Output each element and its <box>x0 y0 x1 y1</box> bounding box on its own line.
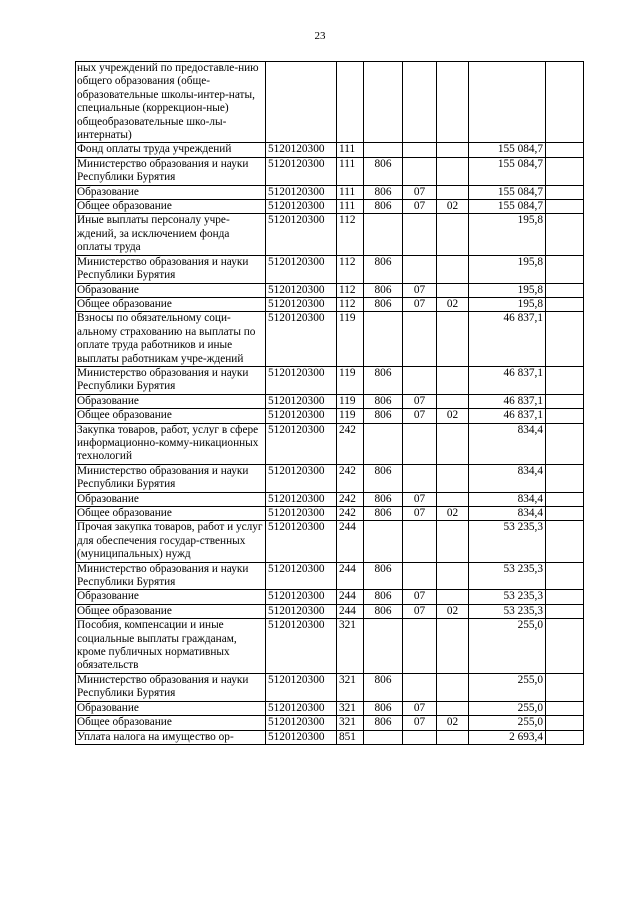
row-pr-cell <box>437 185 469 199</box>
table-row <box>76 312 584 367</box>
row-csr-cell: 5120120300 <box>266 143 337 157</box>
row-grbs-cell: 806 <box>364 673 403 701</box>
row-vr-cell: 321 <box>337 619 364 674</box>
row-sum-cell: 155 084,7 <box>469 143 546 157</box>
row-extra-cell <box>546 283 584 297</box>
row-csr-cell: 5120120300 <box>266 673 337 701</box>
row-sum-cell <box>469 62 546 143</box>
row-rz-cell <box>403 464 437 492</box>
row-extra-cell <box>546 590 584 604</box>
row-extra-cell <box>546 185 584 199</box>
row-csr-cell: 5120120300 <box>266 185 337 199</box>
row-extra-cell <box>546 521 584 562</box>
row-vr-cell: 242 <box>337 507 364 521</box>
row-csr-cell: 5120120300 <box>266 157 337 185</box>
row-sum-cell: 834,4 <box>469 492 546 506</box>
row-pr-cell: 02 <box>437 200 469 214</box>
row-grbs-cell <box>364 423 403 464</box>
row-sum-cell: 834,4 <box>469 507 546 521</box>
row-rz-cell <box>403 214 437 255</box>
row-extra-cell <box>546 730 584 744</box>
row-extra-cell <box>546 214 584 255</box>
row-vr-cell: 112 <box>337 214 364 255</box>
row-pr-cell: 02 <box>437 297 469 311</box>
row-name-cell: Образование <box>76 185 266 199</box>
row-csr-cell: 5120120300 <box>266 521 337 562</box>
row-name-cell: Министерство образования и науки Республики Бурятия <box>76 366 266 394</box>
budget-table-body <box>76 62 584 745</box>
row-grbs-cell <box>364 312 403 367</box>
row-name-cell: Иные выплаты персоналу учре-ждений, за исключением фонда оплаты труда <box>76 214 266 255</box>
row-pr-cell: 02 <box>437 409 469 423</box>
row-vr-cell: 244 <box>337 562 364 590</box>
row-vr-cell: 111 <box>337 157 364 185</box>
row-grbs-cell <box>364 143 403 157</box>
row-grbs-cell: 806 <box>364 562 403 590</box>
row-grbs-cell: 806 <box>364 366 403 394</box>
row-pr-cell <box>437 619 469 674</box>
row-vr-cell: 321 <box>337 716 364 730</box>
row-extra-cell <box>546 423 584 464</box>
table-row <box>76 62 584 143</box>
table-row <box>76 701 584 715</box>
row-vr-cell: 119 <box>337 312 364 367</box>
row-rz-cell: 07 <box>403 185 437 199</box>
row-extra-cell <box>546 255 584 283</box>
row-extra-cell <box>546 619 584 674</box>
page-number: 23 <box>314 30 326 42</box>
row-grbs-cell: 806 <box>364 297 403 311</box>
row-rz-cell: 07 <box>403 701 437 715</box>
row-csr-cell <box>266 62 337 143</box>
row-pr-cell <box>437 730 469 744</box>
row-name-cell: Общее образование <box>76 409 266 423</box>
row-csr-cell: 5120120300 <box>266 423 337 464</box>
table-row <box>76 464 584 492</box>
row-grbs-cell: 806 <box>364 701 403 715</box>
row-csr-cell: 5120120300 <box>266 214 337 255</box>
row-rz-cell: 07 <box>403 297 437 311</box>
row-rz-cell: 07 <box>403 716 437 730</box>
row-name-cell: Образование <box>76 394 266 408</box>
row-extra-cell <box>546 701 584 715</box>
row-vr-cell: 244 <box>337 590 364 604</box>
row-extra-cell <box>546 394 584 408</box>
row-rz-cell <box>403 62 437 143</box>
row-pr-cell <box>437 673 469 701</box>
row-grbs-cell <box>364 521 403 562</box>
row-grbs-cell: 806 <box>364 185 403 199</box>
row-sum-cell: 46 837,1 <box>469 394 546 408</box>
row-vr-cell: 112 <box>337 297 364 311</box>
row-pr-cell <box>437 394 469 408</box>
row-grbs-cell: 806 <box>364 157 403 185</box>
row-vr-cell: 119 <box>337 394 364 408</box>
table-row <box>76 716 584 730</box>
row-sum-cell: 53 235,3 <box>469 562 546 590</box>
row-grbs-cell <box>364 730 403 744</box>
row-rz-cell <box>403 619 437 674</box>
row-csr-cell: 5120120300 <box>266 619 337 674</box>
row-extra-cell <box>546 409 584 423</box>
row-name-cell: Общее образование <box>76 604 266 618</box>
row-sum-cell: 2 693,4 <box>469 730 546 744</box>
row-rz-cell <box>403 730 437 744</box>
row-pr-cell <box>437 214 469 255</box>
row-sum-cell: 834,4 <box>469 423 546 464</box>
row-name-cell: Пособия, компенсации и иные социальные выплаты гражданам, кроме публичных нормативных обязательств <box>76 619 266 674</box>
row-pr-cell <box>437 366 469 394</box>
row-vr-cell: 321 <box>337 701 364 715</box>
budget-table <box>75 61 584 745</box>
row-vr-cell: 321 <box>337 673 364 701</box>
row-vr-cell: 119 <box>337 366 364 394</box>
row-sum-cell: 255,0 <box>469 701 546 715</box>
row-csr-cell: 5120120300 <box>266 312 337 367</box>
row-name-cell: Фонд оплаты труда учреждений <box>76 143 266 157</box>
table-row <box>76 157 584 185</box>
row-extra-cell <box>546 200 584 214</box>
table-row <box>76 507 584 521</box>
row-extra-cell <box>546 492 584 506</box>
row-name-cell: Образование <box>76 492 266 506</box>
row-pr-cell <box>437 143 469 157</box>
row-vr-cell: 111 <box>337 143 364 157</box>
row-pr-cell: 02 <box>437 604 469 618</box>
row-extra-cell <box>546 62 584 143</box>
table-row <box>76 297 584 311</box>
table-row <box>76 521 584 562</box>
row-grbs-cell <box>364 619 403 674</box>
row-vr-cell: 112 <box>337 283 364 297</box>
row-vr-cell: 112 <box>337 255 364 283</box>
row-csr-cell: 5120120300 <box>266 394 337 408</box>
row-pr-cell <box>437 157 469 185</box>
row-name-cell: Общее образование <box>76 716 266 730</box>
table-row <box>76 214 584 255</box>
row-grbs-cell: 806 <box>364 492 403 506</box>
row-name-cell: Общее образование <box>76 507 266 521</box>
row-csr-cell: 5120120300 <box>266 716 337 730</box>
row-rz-cell: 07 <box>403 394 437 408</box>
row-extra-cell <box>546 604 584 618</box>
row-pr-cell: 02 <box>437 507 469 521</box>
row-csr-cell: 5120120300 <box>266 366 337 394</box>
row-sum-cell: 155 084,7 <box>469 200 546 214</box>
row-name-cell: Общее образование <box>76 200 266 214</box>
row-grbs-cell: 806 <box>364 283 403 297</box>
row-pr-cell <box>437 312 469 367</box>
row-rz-cell: 07 <box>403 507 437 521</box>
row-rz-cell: 07 <box>403 409 437 423</box>
row-vr-cell: 111 <box>337 200 364 214</box>
row-extra-cell <box>546 507 584 521</box>
row-vr-cell: 242 <box>337 423 364 464</box>
row-rz-cell <box>403 423 437 464</box>
row-name-cell: Министерство образования и науки Республики Бурятия <box>76 464 266 492</box>
row-name-cell: Образование <box>76 701 266 715</box>
row-name-cell: Министерство образования и науки Республики Бурятия <box>76 255 266 283</box>
row-rz-cell: 07 <box>403 283 437 297</box>
row-sum-cell: 53 235,3 <box>469 590 546 604</box>
row-rz-cell <box>403 562 437 590</box>
row-csr-cell: 5120120300 <box>266 200 337 214</box>
row-sum-cell: 255,0 <box>469 716 546 730</box>
table-row <box>76 604 584 618</box>
row-grbs-cell: 806 <box>364 255 403 283</box>
row-csr-cell: 5120120300 <box>266 464 337 492</box>
row-grbs-cell: 806 <box>364 590 403 604</box>
table-row <box>76 673 584 701</box>
row-rz-cell: 07 <box>403 604 437 618</box>
row-extra-cell <box>546 297 584 311</box>
table-row <box>76 185 584 199</box>
row-sum-cell: 46 837,1 <box>469 366 546 394</box>
row-csr-cell: 5120120300 <box>266 255 337 283</box>
table-row <box>76 492 584 506</box>
row-pr-cell <box>437 492 469 506</box>
row-pr-cell <box>437 255 469 283</box>
row-sum-cell: 53 235,3 <box>469 604 546 618</box>
row-grbs-cell: 806 <box>364 507 403 521</box>
row-rz-cell <box>403 673 437 701</box>
row-extra-cell <box>546 673 584 701</box>
row-name-cell: Общее образование <box>76 297 266 311</box>
table-row <box>76 255 584 283</box>
row-name-cell: Министерство образования и науки Республики Бурятия <box>76 562 266 590</box>
row-extra-cell <box>546 157 584 185</box>
table-row <box>76 394 584 408</box>
row-csr-cell: 5120120300 <box>266 604 337 618</box>
row-vr-cell: 242 <box>337 492 364 506</box>
row-vr-cell: 851 <box>337 730 364 744</box>
row-rz-cell: 07 <box>403 200 437 214</box>
row-csr-cell: 5120120300 <box>266 409 337 423</box>
row-csr-cell: 5120120300 <box>266 283 337 297</box>
row-grbs-cell <box>364 62 403 143</box>
row-pr-cell <box>437 464 469 492</box>
table-row <box>76 730 584 744</box>
row-grbs-cell: 806 <box>364 464 403 492</box>
row-pr-cell <box>437 521 469 562</box>
row-grbs-cell: 806 <box>364 409 403 423</box>
row-sum-cell: 255,0 <box>469 619 546 674</box>
row-vr-cell: 244 <box>337 604 364 618</box>
row-sum-cell: 46 837,1 <box>469 312 546 367</box>
row-sum-cell: 195,8 <box>469 297 546 311</box>
row-extra-cell <box>546 312 584 367</box>
row-vr-cell: 242 <box>337 464 364 492</box>
row-csr-cell: 5120120300 <box>266 492 337 506</box>
row-name-cell: Уплата налога на имущество ор- <box>76 730 266 744</box>
row-sum-cell: 255,0 <box>469 673 546 701</box>
row-sum-cell: 155 084,7 <box>469 185 546 199</box>
row-vr-cell: 244 <box>337 521 364 562</box>
row-extra-cell <box>546 464 584 492</box>
row-sum-cell: 46 837,1 <box>469 409 546 423</box>
row-extra-cell <box>546 366 584 394</box>
row-sum-cell: 834,4 <box>469 464 546 492</box>
row-pr-cell <box>437 701 469 715</box>
row-name-cell: ных учреждений по предоставле-нию общего образования (обще-образовательные школы-интер-наты, специальные (коррекцион-ные) общеобразовательные шко-лы-интернаты) <box>76 62 266 143</box>
row-name-cell: Образование <box>76 590 266 604</box>
row-rz-cell <box>403 521 437 562</box>
row-name-cell: Образование <box>76 283 266 297</box>
row-csr-cell: 5120120300 <box>266 730 337 744</box>
row-vr-cell <box>337 62 364 143</box>
row-sum-cell: 53 235,3 <box>469 521 546 562</box>
row-rz-cell <box>403 366 437 394</box>
row-pr-cell <box>437 62 469 143</box>
row-rz-cell <box>403 312 437 367</box>
row-grbs-cell: 806 <box>364 604 403 618</box>
row-name-cell: Министерство образования и науки Республики Бурятия <box>76 673 266 701</box>
table-row <box>76 143 584 157</box>
row-csr-cell: 5120120300 <box>266 562 337 590</box>
row-csr-cell: 5120120300 <box>266 297 337 311</box>
table-row <box>76 590 584 604</box>
row-rz-cell: 07 <box>403 590 437 604</box>
row-rz-cell <box>403 157 437 185</box>
row-rz-cell <box>403 143 437 157</box>
row-name-cell: Прочая закупка товаров, работ и услуг для обеспечения государ-ственных (муниципальных) нужд <box>76 521 266 562</box>
row-sum-cell: 195,8 <box>469 283 546 297</box>
table-row <box>76 562 584 590</box>
table-row <box>76 423 584 464</box>
row-csr-cell: 5120120300 <box>266 701 337 715</box>
row-sum-cell: 195,8 <box>469 214 546 255</box>
table-row <box>76 409 584 423</box>
row-grbs-cell: 806 <box>364 716 403 730</box>
row-pr-cell <box>437 423 469 464</box>
row-vr-cell: 119 <box>337 409 364 423</box>
row-rz-cell <box>403 255 437 283</box>
table-row <box>76 619 584 674</box>
row-pr-cell <box>437 283 469 297</box>
row-name-cell: Взносы по обязательному соци-альному страхованию на выплаты по оплате труда работников и иные выплаты работникам учре-ждений <box>76 312 266 367</box>
row-sum-cell: 155 084,7 <box>469 157 546 185</box>
row-grbs-cell <box>364 214 403 255</box>
row-extra-cell <box>546 716 584 730</box>
row-pr-cell <box>437 562 469 590</box>
row-extra-cell <box>546 143 584 157</box>
row-csr-cell: 5120120300 <box>266 590 337 604</box>
row-pr-cell <box>437 590 469 604</box>
row-grbs-cell: 806 <box>364 394 403 408</box>
row-csr-cell: 5120120300 <box>266 507 337 521</box>
table-row <box>76 283 584 297</box>
row-rz-cell: 07 <box>403 492 437 506</box>
row-name-cell: Министерство образования и науки Республики Бурятия <box>76 157 266 185</box>
row-extra-cell <box>546 562 584 590</box>
table-row <box>76 366 584 394</box>
row-sum-cell: 195,8 <box>469 255 546 283</box>
row-name-cell: Закупка товаров, работ, услуг в сфере информационно-комму-никационных технологий <box>76 423 266 464</box>
row-vr-cell: 111 <box>337 185 364 199</box>
table-row <box>76 200 584 214</box>
row-grbs-cell: 806 <box>364 200 403 214</box>
row-pr-cell: 02 <box>437 716 469 730</box>
